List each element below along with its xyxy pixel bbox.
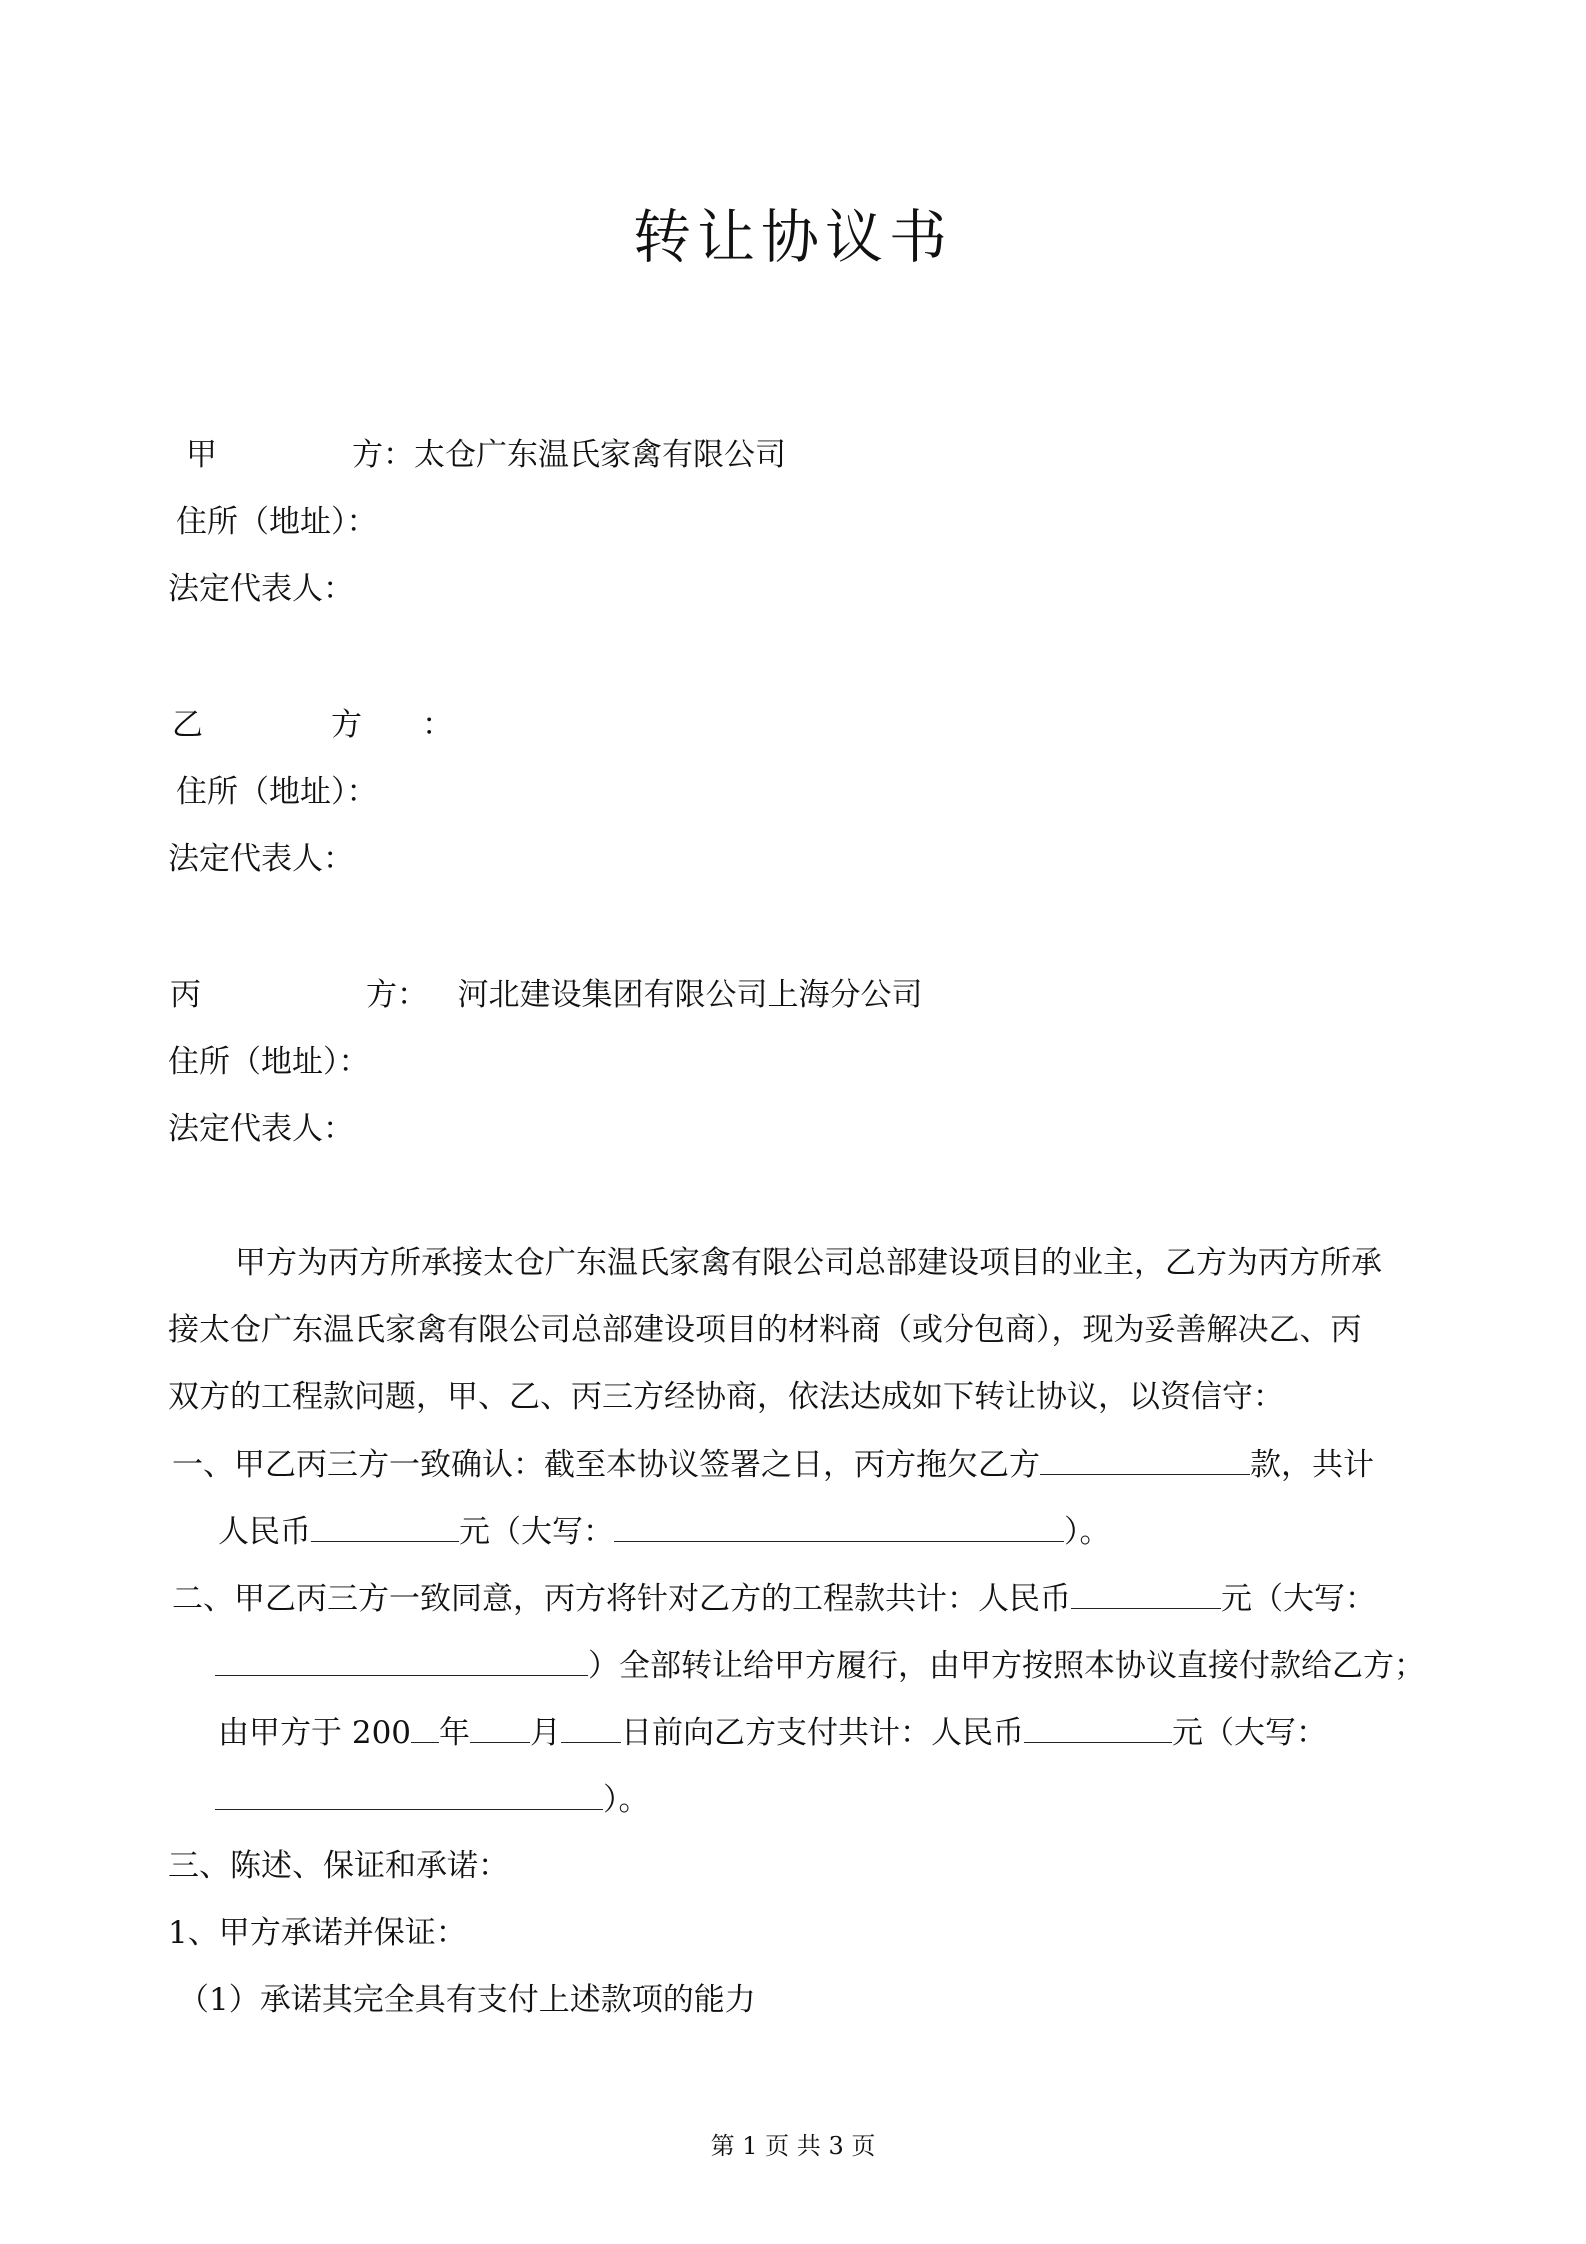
clause-1-text-c: 人民币: [218, 1514, 311, 1550]
clause-2-text-e: 年: [439, 1715, 471, 1751]
clause-2-text-a: 二、甲乙丙三方一致同意，丙方将针对乙方的工程款共计：人民币: [172, 1581, 1071, 1617]
party-c-label-1: 丙: [170, 977, 201, 1013]
clause-1-text-a: 一、甲乙丙三方一致确认：截至本协议签署之日，丙方拖欠乙方: [172, 1447, 1040, 1483]
party-a-label-1: 甲: [186, 437, 217, 473]
party-c-name: 河北建设集团有限公司上海分公司: [457, 977, 923, 1013]
party-a-rep-label: 法定代表人：: [168, 571, 354, 607]
clause-1-text-e: ）。: [1064, 1514, 1111, 1550]
clause-1-line-2: [218, 1511, 1111, 1552]
party-a-label-2: 方：: [352, 437, 414, 473]
clause-1-line-1: [172, 1444, 1374, 1485]
party-c-label-2: 方：: [366, 977, 428, 1013]
party-a-line: [186, 435, 786, 475]
clause-2-line-4: [215, 1779, 650, 1820]
clause-2-blank-amount[interactable]: [1071, 1578, 1221, 1609]
clause-2-text-f: 月: [530, 1715, 562, 1751]
party-c-rep-label: 法定代表人：: [168, 1111, 354, 1147]
clause-3-item-1: （1）承诺其完全具有支付上述款项的能力: [178, 1982, 756, 2018]
clause-3-sub-1: 1、甲方承诺并保证：: [168, 1915, 467, 1951]
party-b-rep-label: 法定代表人：: [168, 841, 354, 877]
intro-line-3: 双方的工程款问题，甲、乙、丙三方经协商，依法达成如下转让协议，以资信守：: [168, 1379, 1284, 1415]
clause-2-blank-day[interactable]: [561, 1712, 621, 1743]
party-c-line: [170, 975, 923, 1015]
clause-2-blank-year[interactable]: [411, 1712, 439, 1743]
clause-1-text-b: 款，共计: [1250, 1447, 1374, 1483]
party-b-colon: ：: [422, 707, 453, 743]
document-title: 转让协议书: [632, 203, 953, 271]
clause-2-line-3: [218, 1712, 1327, 1753]
clause-2-text-d: 由甲方于 200: [218, 1715, 412, 1751]
page-footer: 第 1 页 共 3 页: [710, 2132, 876, 2160]
clause-2-line-1: [172, 1578, 1376, 1619]
intro-line-1: 甲方为丙方所承接太仓广东温氏家禽有限公司总部建设项目的业主，乙方为丙方所承: [235, 1245, 1382, 1281]
clause-1-text-d: 元（大写：: [459, 1514, 614, 1550]
clause-2-blank-payment[interactable]: [1024, 1712, 1172, 1743]
clause-2-text-g: 日前向乙方支付共计：人民币: [621, 1715, 1025, 1751]
clause-2-text-c: ）全部转让给甲方履行，由甲方按照本协议直接付款给乙方；: [588, 1648, 1425, 1684]
party-c-address-label: 住所（地址）：: [168, 1044, 370, 1080]
clause-1-blank-amount-words[interactable]: [614, 1511, 1064, 1542]
party-b-address-label: 住所（地址）：: [176, 774, 378, 810]
party-a-name: 太仓广东温氏家禽有限公司: [414, 437, 786, 473]
clause-2-blank-month[interactable]: [470, 1712, 530, 1743]
party-b-label-1: 乙: [172, 707, 203, 743]
clause-2-text-h: 元（大写：: [1172, 1715, 1328, 1751]
intro-line-2: 接太仓广东温氏家禽有限公司总部建设项目的材料商（或分包商），现为妥善解决乙、丙: [168, 1312, 1362, 1348]
clause-1-blank-amount[interactable]: [311, 1511, 459, 1542]
clause-2-blank-payment-words[interactable]: [215, 1779, 603, 1810]
clause-3-heading: 三、陈述、保证和承诺：: [168, 1848, 509, 1884]
party-b-line: [172, 705, 453, 745]
clause-1-blank-type[interactable]: [1040, 1444, 1250, 1475]
clause-2-text-b: 元（大写：: [1221, 1581, 1376, 1617]
clause-2-text-i: ）。: [603, 1782, 650, 1818]
clause-2-line-2: [215, 1645, 1425, 1686]
party-a-address-label: 住所（地址）：: [176, 504, 378, 540]
clause-2-blank-amount-words[interactable]: [215, 1645, 588, 1676]
party-b-label-2: 方: [331, 707, 362, 743]
